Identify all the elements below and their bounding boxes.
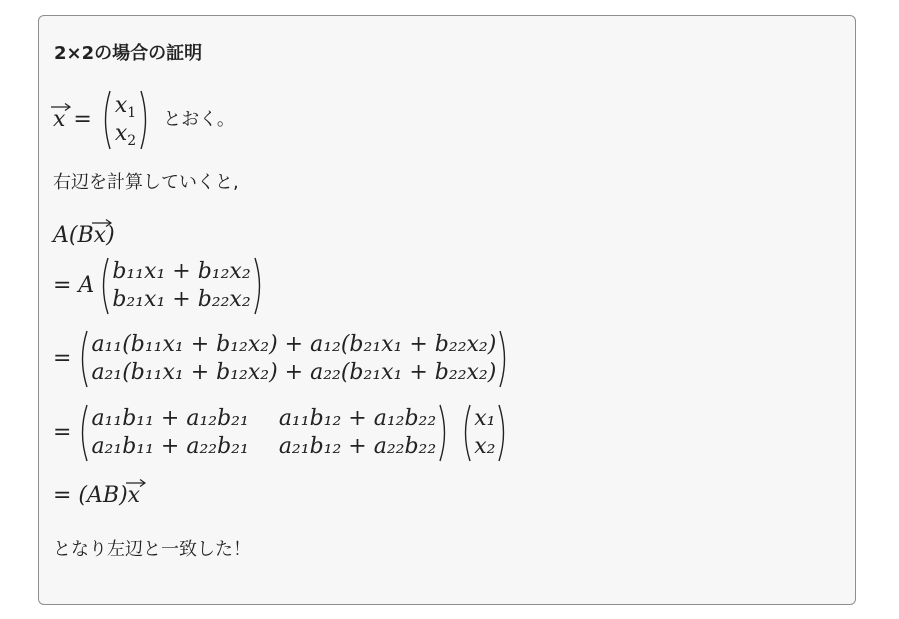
step-1-text: A(B xyxy=(53,223,94,248)
vector-entry-2: $x_2$ xyxy=(114,121,137,149)
vector-arrow-icon xyxy=(92,219,112,227)
step-5-text: = (AB) xyxy=(53,483,128,508)
step-5 xyxy=(53,482,140,510)
step-2-row-1: b₁₁x₁ + b₁₂x₂ xyxy=(112,259,251,284)
step-1-close: ) xyxy=(106,223,115,248)
proof-card xyxy=(38,15,856,605)
vector-arrow-icon xyxy=(126,479,146,487)
step-2-prefix: = A xyxy=(53,273,95,298)
right-paren-icon xyxy=(438,403,450,463)
matrix-cell: a₁₁b₁₂ + a₁₂b₂₂ xyxy=(278,406,437,431)
vector-entry-1: $x_1$ xyxy=(114,93,137,121)
matrix-row-1 xyxy=(91,408,436,430)
vector-x: x xyxy=(53,109,65,131)
step-3-prefix: = xyxy=(53,346,72,371)
matrix-cell: a₂₁b₁₂ + a₂₂b₂₂ xyxy=(278,434,437,459)
left-paren-icon xyxy=(98,256,110,316)
left-paren-icon xyxy=(77,329,89,389)
equals-sign: = xyxy=(73,107,92,132)
proof-heading: 2×2の場合の証明 xyxy=(54,43,203,64)
matrix-row-2 xyxy=(91,436,436,458)
step-5-vector-x: x xyxy=(128,485,140,507)
right-paren-icon xyxy=(498,329,510,389)
step-1 xyxy=(53,222,115,250)
left-paren-icon xyxy=(100,89,112,151)
column-vector xyxy=(100,89,151,151)
right-paren-icon xyxy=(139,89,151,151)
step-1-vector-x: x xyxy=(94,225,106,247)
left-paren-icon xyxy=(460,403,472,463)
step-4 xyxy=(53,402,509,464)
matrix-cell: a₂₁b₁₁ + a₂₂b₂₁ xyxy=(91,434,249,459)
step-3-row-1: a₁₁(b₁₁x₁ + b₁₂x₂) + a₁₂(b₂₁x₁ + b₂₂x₂) xyxy=(91,332,497,357)
left-paren-icon xyxy=(77,403,89,463)
vector-definition xyxy=(53,88,235,152)
vector-arrow-icon xyxy=(51,103,71,111)
calculation-intro: 右辺を計算していくと, xyxy=(53,172,239,193)
step-3-row-2: a₂₁(b₁₁x₁ + b₁₂x₂) + a₂₂(b₂₁x₁ + b₂₂x₂) xyxy=(91,360,497,385)
right-paren-icon xyxy=(497,403,509,463)
step-2-row-2: b₂₁x₁ + b₂₂x₂ xyxy=(112,287,251,312)
step-4-prefix: = xyxy=(53,420,72,445)
vector-entry-1: x₁ xyxy=(474,406,496,431)
conclusion-text: となり左辺と一致した！ xyxy=(53,539,251,560)
vector-entry-2: x₂ xyxy=(474,434,496,459)
step-3 xyxy=(53,328,510,390)
step-2 xyxy=(53,256,265,316)
matrix-cell: a₁₁b₁₁ + a₁₂b₂₁ xyxy=(91,406,249,431)
vector-def-suffix: とおく。 xyxy=(163,109,235,130)
right-paren-icon xyxy=(253,256,265,316)
